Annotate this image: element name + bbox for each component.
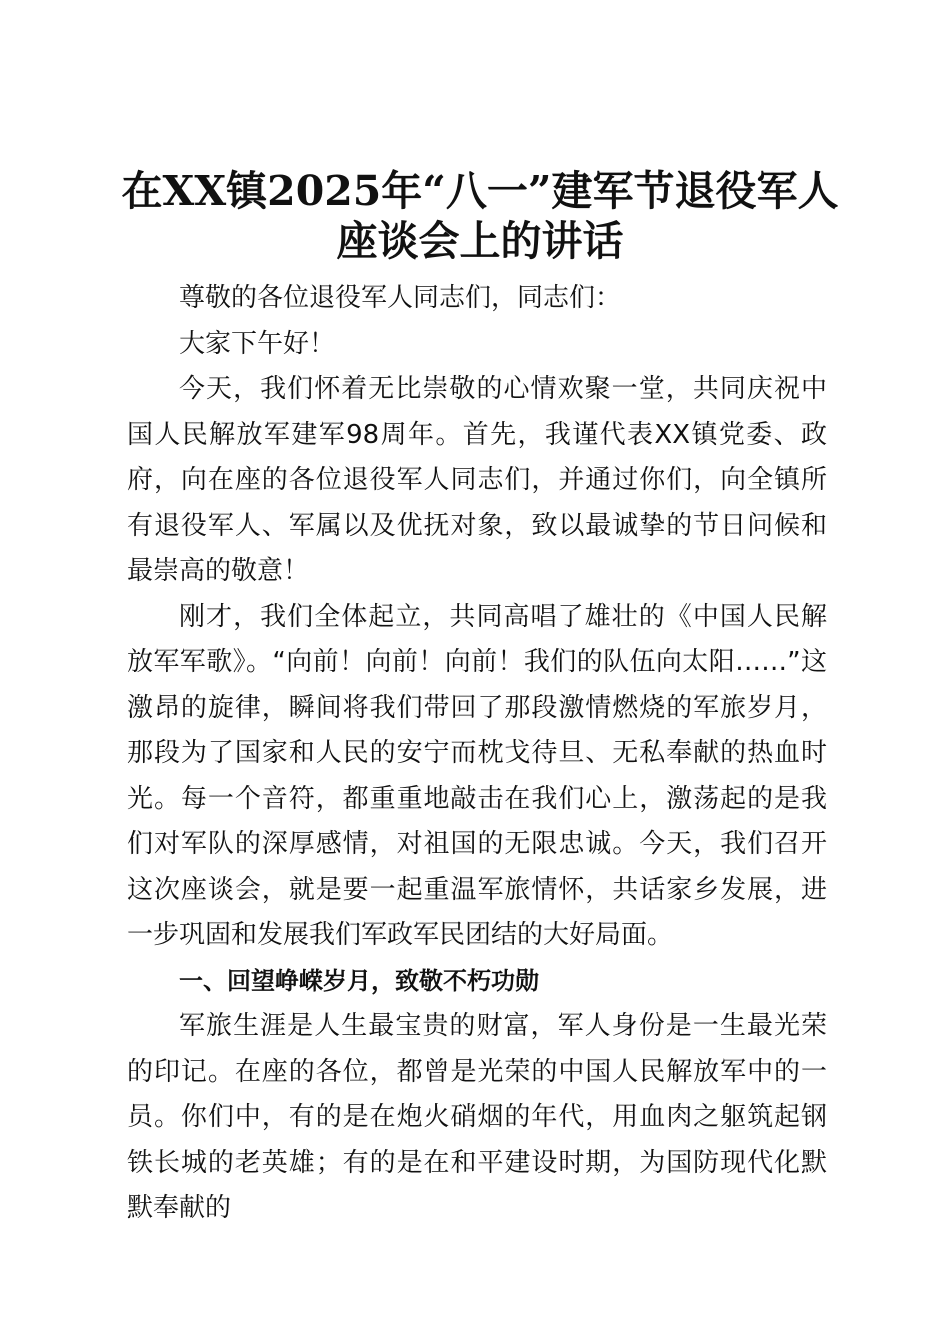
salutation: 尊敬的各位退役军人同志们，同志们：	[179, 283, 622, 313]
document-title: 在XX镇2025年“八一”建军节退役军人座谈会上的讲话	[121, 167, 839, 265]
paragraph: 今天，我们怀着无比崇敬的心情欢聚一堂，共同庆祝中国人民解放军建军98周年。首先，我谨代表XX镇党委、政府，向在座的各位退役军人同志们，并通过你们，向全镇所有退役军人、军属以及优抚对象，致以最诚挚的节日问候和最崇高的敬意！	[127, 374, 827, 586]
paragraph: 刚才，我们全体起立，共同高唱了雄壮的《中国人民解放军军歌》。“向前！向前！向前！我们的队伍向太阳……”这激昂的旋律，瞬间将我们带回了那段激情燃烧的军旅岁月，那段为了国家和人民的安宁而枕戈待旦、无私奉献的热血时光。每一个音符，都重重地敲击在我们心上，激荡起的是我们对军队的深厚感情，对祖国的无限忠诚。今天，我们召开这次座谈会，就是要一起重温军旅情怀，共话家乡发展，进一步巩固和发展我们军政军民团结的大好局面。	[127, 601, 827, 950]
section-heading: 一、回望峥嵘岁月，致敬不朽功勋	[179, 966, 539, 995]
greeting: 大家下午好！	[179, 328, 336, 359]
document-body	[127, 276, 827, 1232]
paragraph: 军旅生涯是人生最宝贵的财富，军人身份是一生最光荣的印记。在座的各位，都曾是光荣的中国人民解放军中的一员。你们中，有的是在炮火硝烟的年代，用血肉之躯筑起钢铁长城的老英雄；有的是在和平建设时期，为国防现代化默默奉献的	[127, 1011, 827, 1223]
